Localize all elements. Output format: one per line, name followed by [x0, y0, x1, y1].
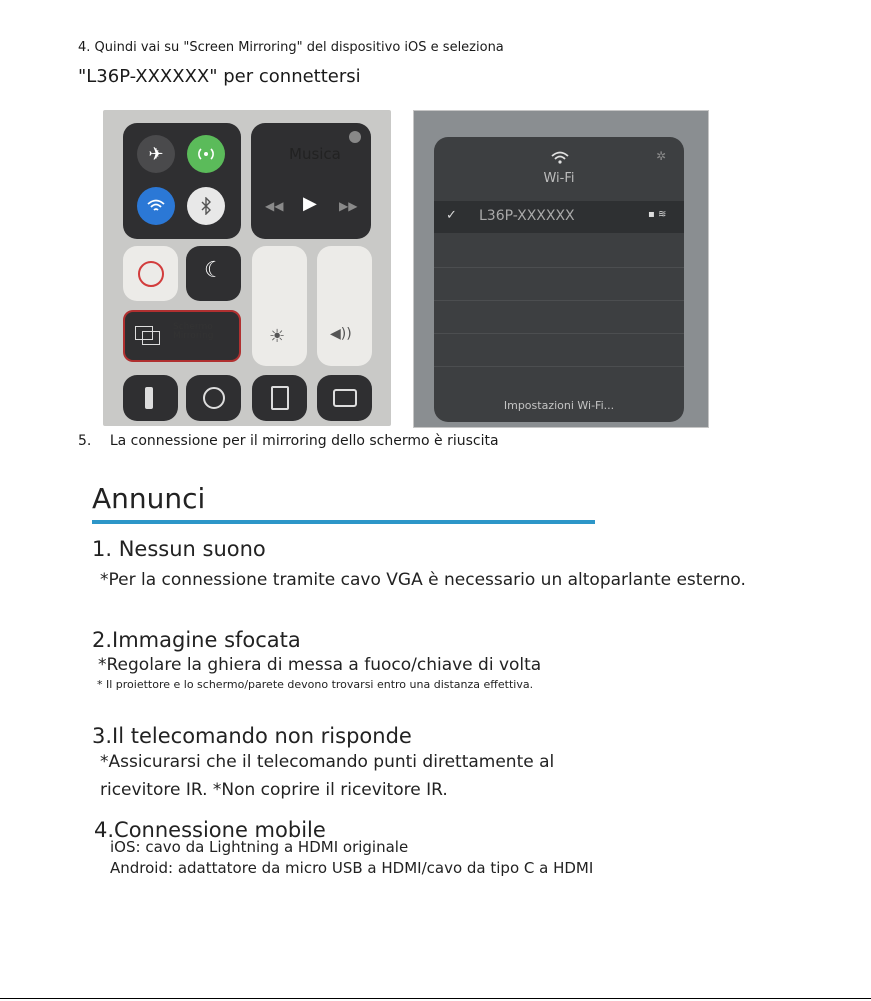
- music-label: Musica: [289, 145, 341, 163]
- step4-line2: "L36P-XXXXXX" per connettersi: [78, 66, 361, 87]
- step5: [78, 433, 499, 449]
- camera-icon: [333, 389, 357, 407]
- page-bottom-rule: [0, 998, 871, 999]
- bluetooth-icon: [187, 187, 225, 225]
- camera-tile: [317, 375, 372, 421]
- notice-3-title: 3.Il telecomando non risponde: [92, 724, 412, 748]
- volume-slider: [317, 246, 372, 366]
- airplay-icon: [349, 131, 361, 143]
- notice-1-title: 1. Nessun suono: [92, 537, 266, 561]
- loading-spinner-icon: ✲: [656, 149, 667, 163]
- notice-2-line1: *Regolare la ghiera di messa a fuoco/chiave di volta: [98, 655, 542, 675]
- annunci-underline: [92, 520, 595, 524]
- notice-4-line2: Android: adattatore da micro USB a HDMI/cavo da tipo C a HDMI: [110, 859, 594, 877]
- rewind-icon: ◀◀: [265, 199, 284, 213]
- mirroring-label-line1: Schermo: [173, 322, 213, 332]
- step5-number: 5.: [78, 433, 92, 449]
- checkmark-icon: ✓: [446, 208, 457, 223]
- cellular-icon: [187, 135, 225, 173]
- calculator-tile: [252, 375, 307, 421]
- step5-text: La connessione per il mirroring dello schermo è riuscita: [109, 433, 499, 449]
- wifi-network-row: [434, 201, 684, 233]
- wifi-panel: [434, 137, 684, 422]
- calculator-icon: [271, 386, 289, 410]
- screen-mirroring-tile: [123, 310, 241, 362]
- volume-icon: ◀)): [330, 326, 352, 342]
- flashlight-icon: [145, 387, 153, 409]
- notice-3-line1: *Assicurarsi che il telecomando punti direttamente al: [100, 752, 555, 772]
- divider: [434, 333, 684, 334]
- divider: [434, 366, 684, 367]
- brightness-slider: [252, 246, 307, 366]
- airplane-icon: ✈: [137, 135, 175, 173]
- step4-line1: 4. Quindi vai su "Screen Mirroring" del dispositivo iOS e seleziona: [78, 40, 504, 55]
- control-center-image: [103, 110, 391, 426]
- divider: [434, 267, 684, 268]
- timer-tile: [186, 375, 241, 421]
- play-icon: ▶: [303, 193, 317, 214]
- divider: [434, 300, 684, 301]
- mirroring-label-line2: Mirroring: [173, 331, 214, 341]
- forward-icon: ▶▶: [339, 199, 358, 213]
- do-not-disturb-tile: [186, 246, 241, 301]
- lock-wifi-icon: ▪ ≋: [648, 209, 667, 220]
- notice-3-line2: ricevitore IR. *Non coprire il ricevitore IR.: [100, 780, 448, 800]
- mirroring-label: [173, 323, 213, 341]
- connectivity-block: [123, 123, 241, 239]
- wifi-settings-link: Impostazioni Wi-Fi...: [503, 399, 615, 412]
- wifi-icon: [551, 151, 569, 165]
- notice-4-line1: iOS: cavo da Lightning a HDMI originale: [110, 838, 409, 856]
- timer-icon: [203, 387, 225, 409]
- wifi-title: Wi-Fi: [543, 171, 575, 186]
- music-block: [251, 123, 371, 239]
- brightness-icon: ☀: [269, 326, 286, 347]
- notice-4-title: 4.Connessione mobile: [94, 818, 326, 842]
- moon-icon: ☾: [204, 258, 224, 283]
- rotation-lock-icon: [138, 261, 164, 287]
- flashlight-tile: [123, 375, 178, 421]
- annunci-title: Annunci: [92, 482, 206, 515]
- rotation-lock-tile: [123, 246, 178, 301]
- wifi-icon: [137, 187, 175, 225]
- notice-2-note: * Il proiettore e lo schermo/parete devono trovarsi entro una distanza effettiva.: [97, 678, 534, 691]
- mirroring-icon-back: [142, 331, 160, 345]
- wifi-network-name: L36P-XXXXXX: [479, 208, 575, 224]
- notice-2-title: 2.Immagine sfocata: [92, 628, 301, 652]
- notice-1-line1: *Per la connessione tramite cavo VGA è necessario un altoparlante esterno.: [100, 570, 746, 590]
